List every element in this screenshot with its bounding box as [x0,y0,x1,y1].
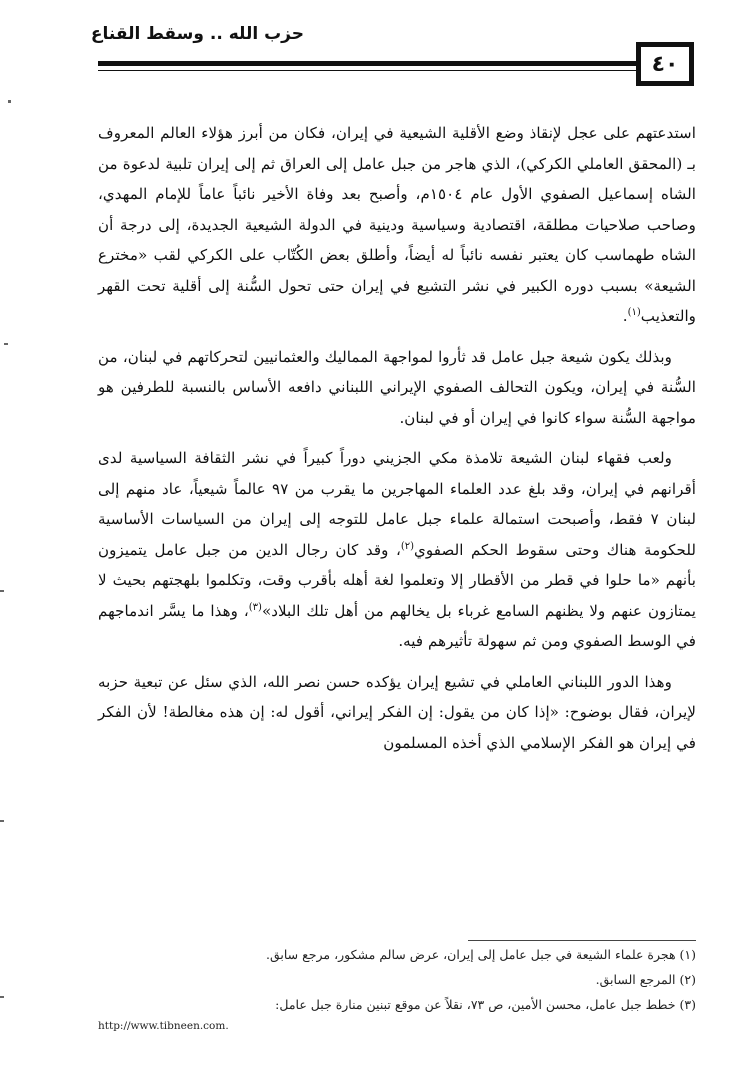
footnote-3: (٣) خطط جبل عامل، محسن الأمين، ص ٧٣، نقلاً عن موقع تبنين منارة جبل عامل: [275,997,696,1012]
scan-mark [0,590,4,592]
scan-mark [0,996,4,998]
source-url[interactable]: http://www.tibneen.com. [98,1020,229,1032]
paragraph-text-continued: ، وقد كان رجال الدين من جبل عامل يتميزون بأنهم «ما حلوا في قطر من الأقطار إلا وتعلموا لغة أهله بأقرب وقت، وتكلموا بلهجتهم بحيث لا يمتازون عنهم ولا يظنهم السامع غرباء بل يخالهم من أهل تلك البلاد» [98,540,697,620]
footnote-ref-3[interactable]: (٣) [248,601,262,613]
footnote-ref-2[interactable]: (٢) [400,540,415,552]
page-number: ٤٠ [636,42,694,86]
main-text [98,118,696,768]
paragraph-tail: . [622,307,628,325]
paragraph-text: ولعب فقهاء لبنان الشيعة تلامذة مكي الجزيني دوراً كبيراً في نشر الثقافة السياسية لدى أقرانهم في إيران، وقد بلغ عدد العلماء المهاجرين ما يقرب من ٩٧ عالماً شيعياً، عاد منهم إلى لبنان ٧ فقط، وأصبحت استمالة علماء جبل عامل للتوجه إلى إيران من السياسات الأساسية للحكومة هناك وحتى سقوط الحكم الصفوي [98,449,696,559]
scan-mark [4,343,8,345]
paragraph-4 [98,667,696,759]
running-title: حزب الله .. وسقط القناع [90,24,304,44]
paragraph-text: استدعتهم على عجل لإنقاذ وضع الأقلية الشيعية في إيران، فكان من أبرز هؤلاء العالم المعروف بـ (المحقق العاملي الكركي)، الذي هاجر من جبل عامل إلى العراق ثم إلى إيران تلبية لدعوة من الشاه إسماعيل الصفوي الأول عام ١٥٠٤م، وأصبح بعد وفاة الأخير نائباً عاماً للإمام المهدي، وصاحب صلاحيات مطلقة، اقتصادية وسياسية ودينية في الدولة الشيعية الجديدة، إلى درجة أن الشاه طهماسب كان يعتبر نفسه نائباً له أيضاً، وأطلق بعض الكُتّاب على الكركي لقب «مخترع الشيعة» بسبب دوره الكبير في نشر التشيع في إيران حتى تحول السُّنة إلى أقلية تحت القهر والتعذيب [98,124,696,325]
header-rule-thick [98,61,636,66]
paragraph-2 [98,342,696,434]
footnote-separator [468,940,696,941]
footnote-ref-1[interactable]: (١) [627,306,641,318]
scan-mark [0,820,4,822]
paragraph-text: وهذا الدور اللبناني العاملي في تشيع إيران يؤكده حسن نصر الله، الذي سئل عن تبعية حزبه لإيران، فقال بوضوح: «إذا كان من يقول: إن الفكر إيراني، أقول له: إن هذه مغالطة! لأن الفكر في إيران هو الفكر الإسلامي الذي أخذه المسلمون [98,672,696,752]
paragraph-3 [98,443,696,657]
footnote-1: (١) هجرة علماء الشيعة في جبل عامل إلى إيران، عرض سالم مشكور، مرجع سابق. [265,947,696,962]
footnote-2: (٢) المرجع السابق. [595,972,696,987]
footnotes [98,942,696,1017]
paragraph-tail: ، وهذا ما يسَّر اندماجهم في الوسط الصفوي ومن ثم سهولة تأثيرهم فيه. [98,601,696,650]
header-rule-thin [98,70,636,71]
scan-mark [8,100,11,103]
paragraph-text: وبذلك يكون شيعة جبل عامل قد ثأروا لمواجهة المماليك والعثمانيين لتحركاتهم في لبنان، من السُّنة في إيران، ويكون التحالف الصفوي الإيراني اللبناني دافعه الأساس بالنسبة للطرفين هو مواجهة السُّنة سواء كانوا في إيران أو في لبنان. [98,347,696,427]
paragraph-1 [98,118,696,332]
